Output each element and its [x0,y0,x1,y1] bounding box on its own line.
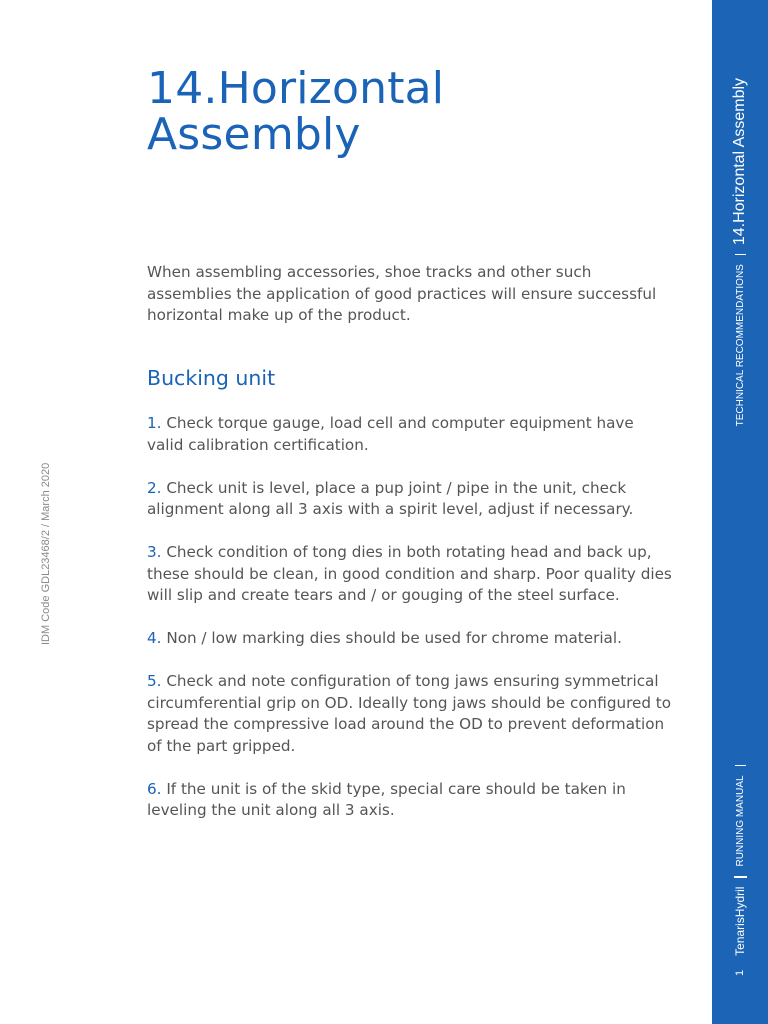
page-title-line-1: 14.Horizontal [147,63,445,114]
band-separator [735,254,746,255]
step-item [147,413,672,456]
step-item [147,628,672,650]
step-text: Check and note configuration of tong jaws ensuring symmetrical circumferential grip on OD. Ideally tong jaws should be configured to spread the compressive load around the OD to prevent deformation of the part gripped. [147,672,672,755]
section-heading: Bucking unit [147,366,276,390]
intro-paragraph: When assembling accessories, shoe tracks and other such assemblies the application of good practices will ensure successful horizontal make up of the product. [147,263,657,324]
step-item [147,478,672,521]
step-number: 6. [147,779,162,798]
side-band-text [726,40,754,1000]
page-title [147,63,667,160]
step-text: Non / low marking dies should be used for chrome material. [166,629,622,647]
steps-list [147,413,672,822]
step-number: 3. [147,543,162,561]
brand-name: TenarisHydril [733,886,747,956]
document-code: IDM Code GDL23468/2 / March 2020 [40,462,52,645]
section-label: TECHNICAL RECOMMENDATIONS [734,264,746,427]
step-text: Check unit is level, place a pup joint / pipe in the unit, check alignment along all 3 axis with a spirit level, adjust if necessary. [147,478,634,518]
step-text: If the unit is of the skid type, special care should be taken in leveling the unit along all 3 axis. [147,779,626,819]
step-text: Check torque gauge, load cell and computer equipment have valid calibration certification. [147,414,634,454]
step-number: 2. [147,478,162,497]
step-number: 4. [147,629,162,647]
band-separator [734,876,747,878]
step-item [147,671,672,757]
step-text: Check condition of tong dies in both rotating head and back up, these should be clean, in good condition and sharp. Poor quality dies will slip and create tears and / or gouging of the steel surface. [147,543,672,604]
manual-name: RUNNING MANUAL [734,775,746,867]
chapter-label: 14.Horizontal Assembly [731,77,748,246]
band-separator [735,765,746,766]
page-number: 1 [734,969,746,976]
step-number: 1. [147,414,162,432]
step-item [147,779,672,822]
page-title-line-2: Assembly [147,109,361,160]
step-item [147,542,672,607]
step-number: 5. [147,672,162,690]
